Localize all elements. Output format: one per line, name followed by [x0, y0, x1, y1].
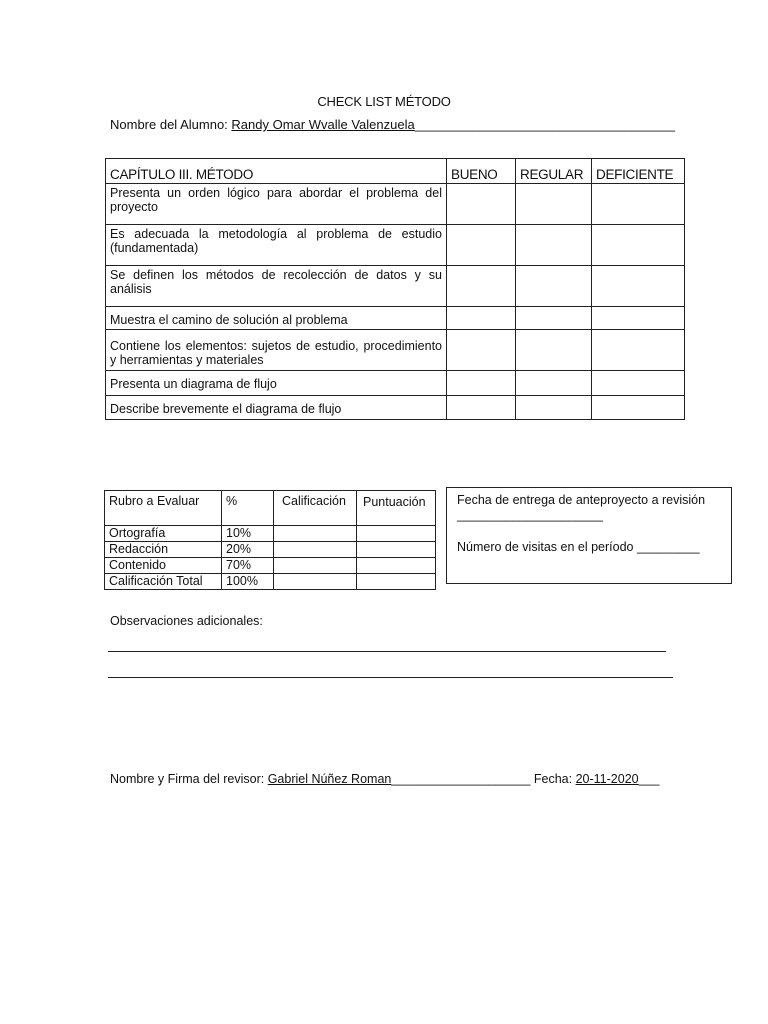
rubric-percent: 20%: [222, 542, 274, 558]
rubric-header-score: Puntuación: [357, 491, 436, 526]
rubric-header-percent: %: [222, 491, 274, 526]
student-label: Nombre del Alumno:: [110, 117, 228, 132]
rubric-header-row: [105, 491, 436, 526]
checklist-row: [106, 184, 685, 225]
regular-cell[interactable]: [516, 184, 592, 225]
review-date: 20-11-2020: [575, 772, 639, 786]
delivery-info-box: [446, 487, 732, 584]
rubric-item: Calificación Total: [105, 574, 222, 590]
bueno-cell[interactable]: [447, 330, 516, 371]
bueno-cell[interactable]: [447, 266, 516, 307]
criterion-text: Describe brevemente el diagrama de flujo: [106, 396, 447, 420]
rubric-grade-cell[interactable]: [274, 574, 357, 590]
criterion-text: Es adecuada la metodología al problema de estudio (fundamentada): [106, 225, 447, 266]
regular-cell[interactable]: [516, 266, 592, 307]
delivery-date-blank[interactable]: _____________________: [457, 508, 603, 522]
checklist-row: [106, 225, 685, 266]
criterion-text: Muestra el camino de solución al problema: [106, 307, 447, 330]
reviewer-label: Nombre y Firma del revisor:: [110, 772, 265, 786]
bueno-cell[interactable]: [447, 307, 516, 330]
bueno-cell[interactable]: [447, 371, 516, 396]
checklist-header-row: [106, 159, 685, 184]
criterion-text: Se definen los métodos de recolección de datos y su análisis: [106, 266, 447, 307]
checklist-row: [106, 371, 685, 396]
reviewer-line: [110, 772, 659, 786]
method-checklist-table: [105, 158, 685, 420]
visits-count-line[interactable]: Número de visitas en el período _________: [457, 540, 700, 554]
regular-cell[interactable]: [516, 371, 592, 396]
rubric-row: [105, 558, 436, 574]
criterion-text: Presenta un diagrama de flujo: [106, 371, 447, 396]
header-chapter: CAPÍTULO III. MÉTODO: [106, 159, 447, 184]
rubric-row: [105, 526, 436, 542]
checklist-row: [106, 396, 685, 420]
criterion-text: Presenta un orden lógico para abordar el problema del proyecto: [106, 184, 447, 225]
deficiente-cell[interactable]: [592, 266, 685, 307]
rubric-item: Redacción: [105, 542, 222, 558]
header-deficiente: DEFICIENTE: [592, 159, 685, 184]
date-label: Fecha:: [533, 772, 573, 786]
bueno-cell[interactable]: [447, 225, 516, 266]
checklist-row: [106, 307, 685, 330]
deficiente-cell[interactable]: [592, 371, 685, 396]
reviewer-name: Gabriel Núñez Roman: [267, 772, 392, 786]
rubric-score-cell[interactable]: [357, 526, 436, 542]
deficiente-cell[interactable]: [592, 225, 685, 266]
rubric-grade-cell[interactable]: [274, 558, 357, 574]
rubric-header-item: Rubro a Evaluar: [105, 491, 222, 526]
student-line: [110, 117, 675, 132]
observations-line-1[interactable]: [108, 651, 666, 652]
regular-cell[interactable]: [516, 225, 592, 266]
rubric-percent: 10%: [222, 526, 274, 542]
deficiente-cell[interactable]: [592, 184, 685, 225]
regular-cell[interactable]: [516, 307, 592, 330]
rubric-item: Contenido: [105, 558, 222, 574]
rubric-row: [105, 542, 436, 558]
checklist-row: [106, 266, 685, 307]
header-bueno: BUENO: [447, 159, 516, 184]
rubric-row: [105, 574, 436, 590]
reviewer-name-blank[interactable]: ____________________: [391, 772, 531, 786]
header-regular: REGULAR: [516, 159, 592, 184]
rubric-item: Ortografía: [105, 526, 222, 542]
rubric-grade-cell[interactable]: [274, 542, 357, 558]
observations-label: Observaciones adicionales:: [110, 614, 263, 628]
review-date-blank[interactable]: ___: [638, 772, 660, 786]
criterion-text: Contiene los elementos: sujetos de estudio, procedimiento y herramientas y materiales: [106, 330, 447, 371]
regular-cell[interactable]: [516, 396, 592, 420]
student-name: Randy Omar Wvalle Valenzuela: [231, 117, 415, 132]
rubric-score-cell[interactable]: [357, 574, 436, 590]
rubric-percent: 70%: [222, 558, 274, 574]
observations-line-2[interactable]: [108, 677, 673, 678]
bueno-cell[interactable]: [447, 396, 516, 420]
rubric-header-grade: Calificación: [274, 491, 357, 526]
deficiente-cell[interactable]: [592, 307, 685, 330]
rubric-percent: 100%: [222, 574, 274, 590]
deficiente-cell[interactable]: [592, 396, 685, 420]
rubric-score-cell[interactable]: [357, 542, 436, 558]
document-title: CHECK LIST MÉTODO: [317, 94, 451, 109]
checklist-row: [106, 330, 685, 371]
deficiente-cell[interactable]: [592, 330, 685, 371]
rubric-table: [104, 490, 436, 590]
rubric-grade-cell[interactable]: [274, 526, 357, 542]
student-blank: ____________________________________: [414, 117, 675, 132]
delivery-date-label: Fecha de entrega de anteproyecto a revisión: [457, 493, 706, 507]
regular-cell[interactable]: [516, 330, 592, 371]
bueno-cell[interactable]: [447, 184, 516, 225]
rubric-score-cell[interactable]: [357, 558, 436, 574]
